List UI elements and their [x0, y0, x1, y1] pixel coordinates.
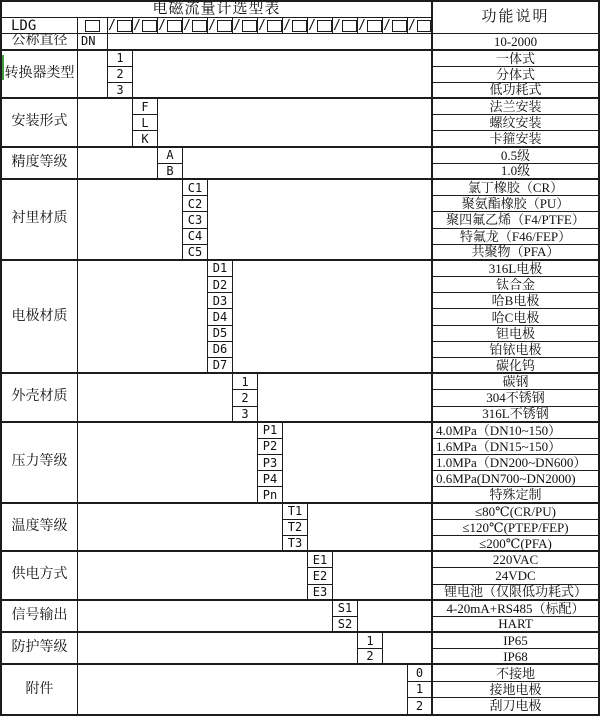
function-description-cell: 法兰安装: [433, 99, 598, 115]
spacer-cell: [78, 180, 183, 261]
function-description-cell: 铂铱电极: [433, 342, 598, 358]
category-label: 外壳材质: [2, 374, 78, 423]
spacer-cell: [258, 374, 433, 423]
function-description-cell: 一体式: [433, 51, 598, 67]
option-code-cell: E2: [308, 568, 333, 584]
option-code-cell: T3: [283, 536, 308, 552]
function-description-cell: 钽电极: [433, 326, 598, 342]
category-label: 附件: [2, 665, 78, 714]
code-slot-cell: [408, 18, 433, 34]
function-description-cell: 聚氨酯橡胶（PU）: [433, 196, 598, 212]
code-slot-cell: [283, 18, 308, 34]
function-description-cell: 1.6MPa（DN15~150）: [433, 439, 598, 455]
function-description-cell: 刮刀电极: [433, 698, 598, 714]
function-description-cell: 4-20mA+RS485（标配）: [433, 601, 598, 617]
option-code-cell: S2: [333, 617, 358, 633]
checkbox-placeholder-icon: [192, 20, 207, 32]
category-label: 温度等级: [2, 504, 78, 553]
option-code-cell: D1: [208, 261, 233, 277]
code-slot-cell: [108, 18, 133, 34]
function-description-cell: IP68: [433, 649, 598, 665]
function-description-cell: 不接地: [433, 665, 598, 681]
option-code-cell: P3: [258, 455, 283, 471]
slash-mark: /: [308, 18, 316, 34]
spacer-cell: [133, 51, 433, 100]
checkbox-placeholder-icon: [85, 20, 100, 32]
code-slot-cell: [233, 18, 258, 34]
diameter-code-slot-cell: [78, 18, 108, 34]
function-description-cell: 0.6MPa(DN700~DN2000): [433, 471, 598, 487]
slash-mark: /: [408, 18, 416, 34]
function-description-cell: 24VDC: [433, 568, 598, 584]
option-code-cell: 0: [408, 665, 433, 681]
spacer-cell: [233, 261, 433, 374]
option-code-cell: 1: [408, 682, 433, 698]
option-code-cell: 2: [358, 649, 383, 665]
option-code-cell: D6: [208, 342, 233, 358]
spacer-cell: [183, 148, 433, 180]
option-code-cell: 2: [108, 67, 133, 83]
function-description-cell: 1.0MPa（DN200~DN600）: [433, 455, 598, 471]
code-slot-cell: [308, 18, 333, 34]
checkbox-placeholder-icon: [167, 20, 182, 32]
checkbox-placeholder-icon: [267, 20, 282, 32]
checkbox-placeholder-icon: [342, 20, 357, 32]
function-description-cell: 钛合金: [433, 277, 598, 293]
spacer-cell: [78, 504, 283, 553]
option-code-cell: 1: [108, 51, 133, 67]
option-code-cell: F: [133, 99, 158, 115]
function-description-cell: 316L电极: [433, 261, 598, 277]
function-description-cell: 接地电极: [433, 682, 598, 698]
slash-mark: /: [208, 18, 216, 34]
spacer-cell: [78, 423, 258, 504]
option-code-cell: B: [158, 164, 183, 180]
slash-mark: /: [333, 18, 341, 34]
spacer-cell: [333, 552, 433, 601]
category-label: 转换器类型: [2, 51, 78, 100]
slash-mark: /: [358, 18, 366, 34]
checkbox-placeholder-icon: [117, 20, 132, 32]
code-slot-cell: [208, 18, 233, 34]
option-code-cell: 1: [233, 374, 258, 390]
slash-mark: /: [158, 18, 166, 34]
function-description-cell: 哈C电极: [433, 309, 598, 325]
spacer-cell: [78, 374, 233, 423]
option-code-cell: C5: [183, 245, 208, 261]
function-description-cell: ≤120℃(PTEP/FEP): [433, 520, 598, 536]
option-code-cell: E1: [308, 552, 333, 568]
option-code-cell: D7: [208, 358, 233, 374]
slash-mark: /: [133, 18, 141, 34]
option-code-cell: Pn: [258, 487, 283, 503]
code-slot-cell: [383, 18, 408, 34]
spacer-cell: [283, 423, 433, 504]
code-slot-cell: [133, 18, 158, 34]
option-code-cell: D3: [208, 293, 233, 309]
spacer-cell: [78, 633, 358, 665]
checkbox-placeholder-icon: [417, 20, 431, 32]
option-code-cell: S1: [333, 601, 358, 617]
option-code-cell: 3: [233, 407, 258, 423]
diameter-code-cell: DN: [78, 34, 108, 50]
function-description-cell: HART: [433, 617, 598, 633]
checkbox-placeholder-icon: [292, 20, 307, 32]
option-code-cell: D5: [208, 326, 233, 342]
option-code-cell: C4: [183, 229, 208, 245]
function-description-cell: 螺纹安装: [433, 115, 598, 131]
spacer-cell: [158, 99, 433, 148]
category-label: 防护等级: [2, 633, 78, 665]
option-code-cell: P4: [258, 471, 283, 487]
diameter-row-label: 公称直径: [2, 34, 78, 50]
function-description-cell: 碳钢: [433, 374, 598, 390]
function-description-cell: ≤80℃(CR/PU): [433, 504, 598, 520]
category-label: 电极材质: [2, 261, 78, 374]
slash-mark: /: [383, 18, 391, 34]
option-code-cell: D2: [208, 277, 233, 293]
function-description-cell: 哈B电极: [433, 293, 598, 309]
checkbox-placeholder-icon: [367, 20, 382, 32]
option-code-cell: 1: [358, 633, 383, 649]
function-description-cell: 聚四氟乙烯（F4/PTFE）: [433, 212, 598, 228]
spacer-cell: [358, 601, 433, 633]
function-description-cell: 碳化钨: [433, 358, 598, 374]
function-description-cell: 氯丁橡胶（CR）: [433, 180, 598, 196]
option-code-cell: P2: [258, 439, 283, 455]
spacer-cell: [78, 261, 208, 374]
option-code-cell: C3: [183, 212, 208, 228]
function-description-cell: 共聚物（PFA）: [433, 245, 598, 261]
spacer-cell: [383, 633, 433, 665]
spacer-cell: [78, 552, 308, 601]
slash-mark: /: [283, 18, 291, 34]
spacer-cell: [78, 51, 108, 100]
spacer-cell: [78, 148, 158, 180]
function-description-cell: 1.0级: [433, 164, 598, 180]
option-code-cell: D4: [208, 309, 233, 325]
function-description-cell: 316L不锈钢: [433, 407, 598, 423]
code-slot-cell: [333, 18, 358, 34]
function-description-cell: 220VAC: [433, 552, 598, 568]
option-code-cell: T2: [283, 520, 308, 536]
spacer-cell: [78, 665, 408, 714]
option-code-cell: K: [133, 131, 158, 147]
function-description-cell: 分体式: [433, 67, 598, 83]
option-code-cell: 3: [108, 83, 133, 99]
function-description-cell: 低功耗式: [433, 83, 598, 99]
category-label: 安装形式: [2, 99, 78, 148]
checkbox-placeholder-icon: [317, 20, 332, 32]
option-code-cell: 2: [233, 390, 258, 406]
category-label: 精度等级: [2, 148, 78, 180]
function-description-cell: 卡箍安装: [433, 131, 598, 147]
option-code-cell: A: [158, 148, 183, 164]
function-description-cell: 特殊定制: [433, 487, 598, 503]
option-code-cell: C1: [183, 180, 208, 196]
category-label: 压力等级: [2, 423, 78, 504]
code-slot-cell: [158, 18, 183, 34]
option-code-cell: L: [133, 115, 158, 131]
spacer-cell: [78, 601, 333, 633]
function-description-cell: IP65: [433, 633, 598, 649]
spacer-cell: [308, 504, 433, 553]
spacer-cell: [108, 34, 433, 50]
code-slot-cell: [358, 18, 383, 34]
slash-mark: /: [108, 18, 116, 34]
function-description-cell: 0.5级: [433, 148, 598, 164]
option-code-cell: E3: [308, 585, 333, 601]
function-description-cell: 10-2000: [433, 34, 598, 50]
spacer-cell: [78, 99, 133, 148]
function-column-header: 功能说明: [433, 2, 598, 34]
function-description-cell: 锂电池（仅限低功耗式）: [433, 585, 598, 601]
slash-mark: /: [258, 18, 266, 34]
function-description-cell: 4.0MPa（DN10~150）: [433, 423, 598, 439]
option-code-cell: 2: [408, 698, 433, 714]
category-label: 衬里材质: [2, 180, 78, 261]
checkbox-placeholder-icon: [242, 20, 257, 32]
table-title: 电磁流量计选型表: [2, 2, 433, 18]
function-description-cell: ≤200℃(PFA): [433, 536, 598, 552]
code-slot-cell: [183, 18, 208, 34]
option-code-cell: T1: [283, 504, 308, 520]
function-description-cell: 304不锈钢: [433, 390, 598, 406]
checkbox-placeholder-icon: [392, 20, 407, 32]
spacer-cell: [208, 180, 433, 261]
category-label: 供电方式: [2, 552, 78, 601]
checkbox-placeholder-icon: [217, 20, 232, 32]
screen-artifact-green: [2, 55, 4, 80]
function-description-cell: 特氟龙（F46/FEP）: [433, 229, 598, 245]
code-slot-cell: [258, 18, 283, 34]
option-code-cell: P1: [258, 423, 283, 439]
model-prefix-label: LDG: [2, 18, 78, 34]
option-code-cell: C2: [183, 196, 208, 212]
slash-mark: /: [183, 18, 191, 34]
slash-mark: /: [233, 18, 241, 34]
category-label: 信号输出: [2, 601, 78, 633]
checkbox-placeholder-icon: [142, 20, 157, 32]
